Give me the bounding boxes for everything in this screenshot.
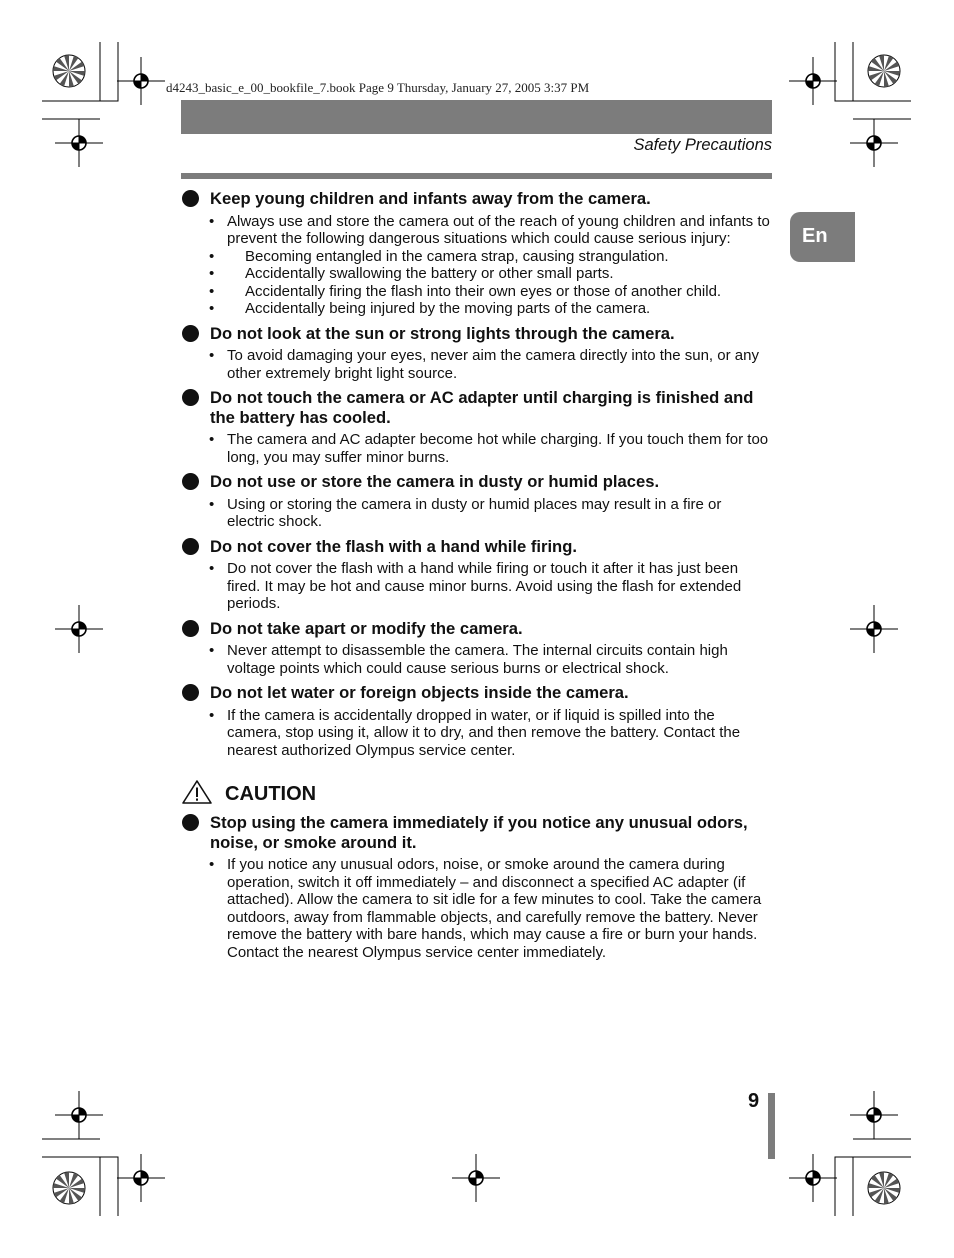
bullet-item: • Using or storing the camera in dusty or humid places may result in a fire or electric shock.: [227, 496, 772, 531]
warning-bullets: [181, 496, 772, 531]
safety-content: [181, 189, 772, 967]
warning-heading: Do not look at the sun or strong lights through the camera.: [181, 324, 772, 344]
warning-heading: Do not touch the camera or AC adapter until charging is finished and the battery has cooled.: [181, 388, 772, 427]
bullet-item: • Always use and store the camera out of the reach of young children and infants to prevent the following dangerous situations which could cause serious injury:: [227, 213, 772, 248]
warning-heading: Keep young children and infants away from the camera.: [181, 189, 772, 209]
warning-heading: Do not let water or foreign objects inside the camera.: [181, 683, 772, 703]
bullet-dot-icon: [182, 684, 199, 701]
warning-heading: Do not cover the flash with a hand while firing.: [181, 537, 772, 557]
page-number-bar: [768, 1093, 775, 1159]
warning-heading: Do not take apart or modify the camera.: [181, 619, 772, 639]
bullet-dot-icon: [182, 814, 199, 831]
bullet-item: • The camera and AC adapter become hot while charging. If you touch them for too long, you may suffer minor burns.: [227, 431, 772, 466]
section-title: Safety Precautions: [633, 136, 772, 154]
warning-bullets: [181, 707, 772, 760]
bullet-item: • Do not cover the flash with a hand while firing or touch it after it has just been fired. It may be hot and cause minor burns. Avoid using the flash for extended periods.: [227, 560, 772, 613]
bullet-item: • To avoid damaging your eyes, never aim the camera directly into the sun, or any other extremely bright light source.: [227, 347, 772, 382]
warning-bullets: [181, 431, 772, 466]
sub-bullet-item: • Becoming entangled in the camera strap, causing strangulation.: [227, 248, 772, 266]
warning-bullets: [181, 560, 772, 613]
bullet-dot-icon: [182, 473, 199, 490]
sub-bullet-item: • Accidentally swallowing the battery or other small parts.: [227, 265, 772, 283]
header-bar: [181, 100, 772, 134]
warning-triangle-icon: [181, 779, 213, 805]
bullet-dot-icon: [182, 325, 199, 342]
bullet-dot-icon: [182, 190, 199, 207]
caution-item-heading: Stop using the camera immediately if you notice any unusual odors, noise, or smoke around it.: [181, 813, 772, 852]
warning-bullets: [181, 642, 772, 677]
bullet-dot-icon: [182, 389, 199, 406]
page-number: 9: [748, 1090, 760, 1112]
bullet-item: • If the camera is accidentally dropped in water, or if liquid is spilled into the camera, stop using it, allow it to dry, and then remove the battery. Contact the nearest authorized Olympus service center.: [227, 707, 772, 760]
caution-heading: [181, 779, 772, 805]
language-tab: [790, 212, 855, 262]
warning-heading: Do not use or store the camera in dusty or humid places.: [181, 472, 772, 492]
caution-title: CAUTION: [225, 783, 317, 805]
bullet-dot-icon: [182, 538, 199, 555]
caution-bullets: [181, 856, 772, 961]
warning-bullets: [181, 347, 772, 382]
header-rule: [181, 173, 772, 179]
language-tab-label: En: [802, 225, 828, 247]
bullet-item: • Never attempt to disassemble the camera. The internal circuits contain high voltage points which could cause serious burns or electrical shock.: [227, 642, 772, 677]
bullet-item: • If you notice any unusual odors, noise, or smoke around the camera during operation, switch it off immediately – and disconnect a specified AC adapter (if attached). Allow the camera to sit idle for a few minutes to cool. Take the camera outdoors, away from flammable objects, and carefully remove the battery. Never remove the battery with bare hands, which may cause a fire or burn your hands. Contact the nearest Olympus service center immediately.: [227, 856, 772, 961]
warning-bullets: [181, 213, 772, 318]
print-slug: d4243_basic_e_00_bookfile_7.book Page 9 Thursday, January 27, 2005 3:37 PM: [166, 80, 590, 95]
bullet-dot-icon: [182, 620, 199, 637]
sub-bullet-item: • Accidentally firing the flash into their own eyes or those of another child.: [227, 283, 772, 301]
sub-bullet-item: • Accidentally being injured by the moving parts of the camera.: [227, 300, 772, 318]
